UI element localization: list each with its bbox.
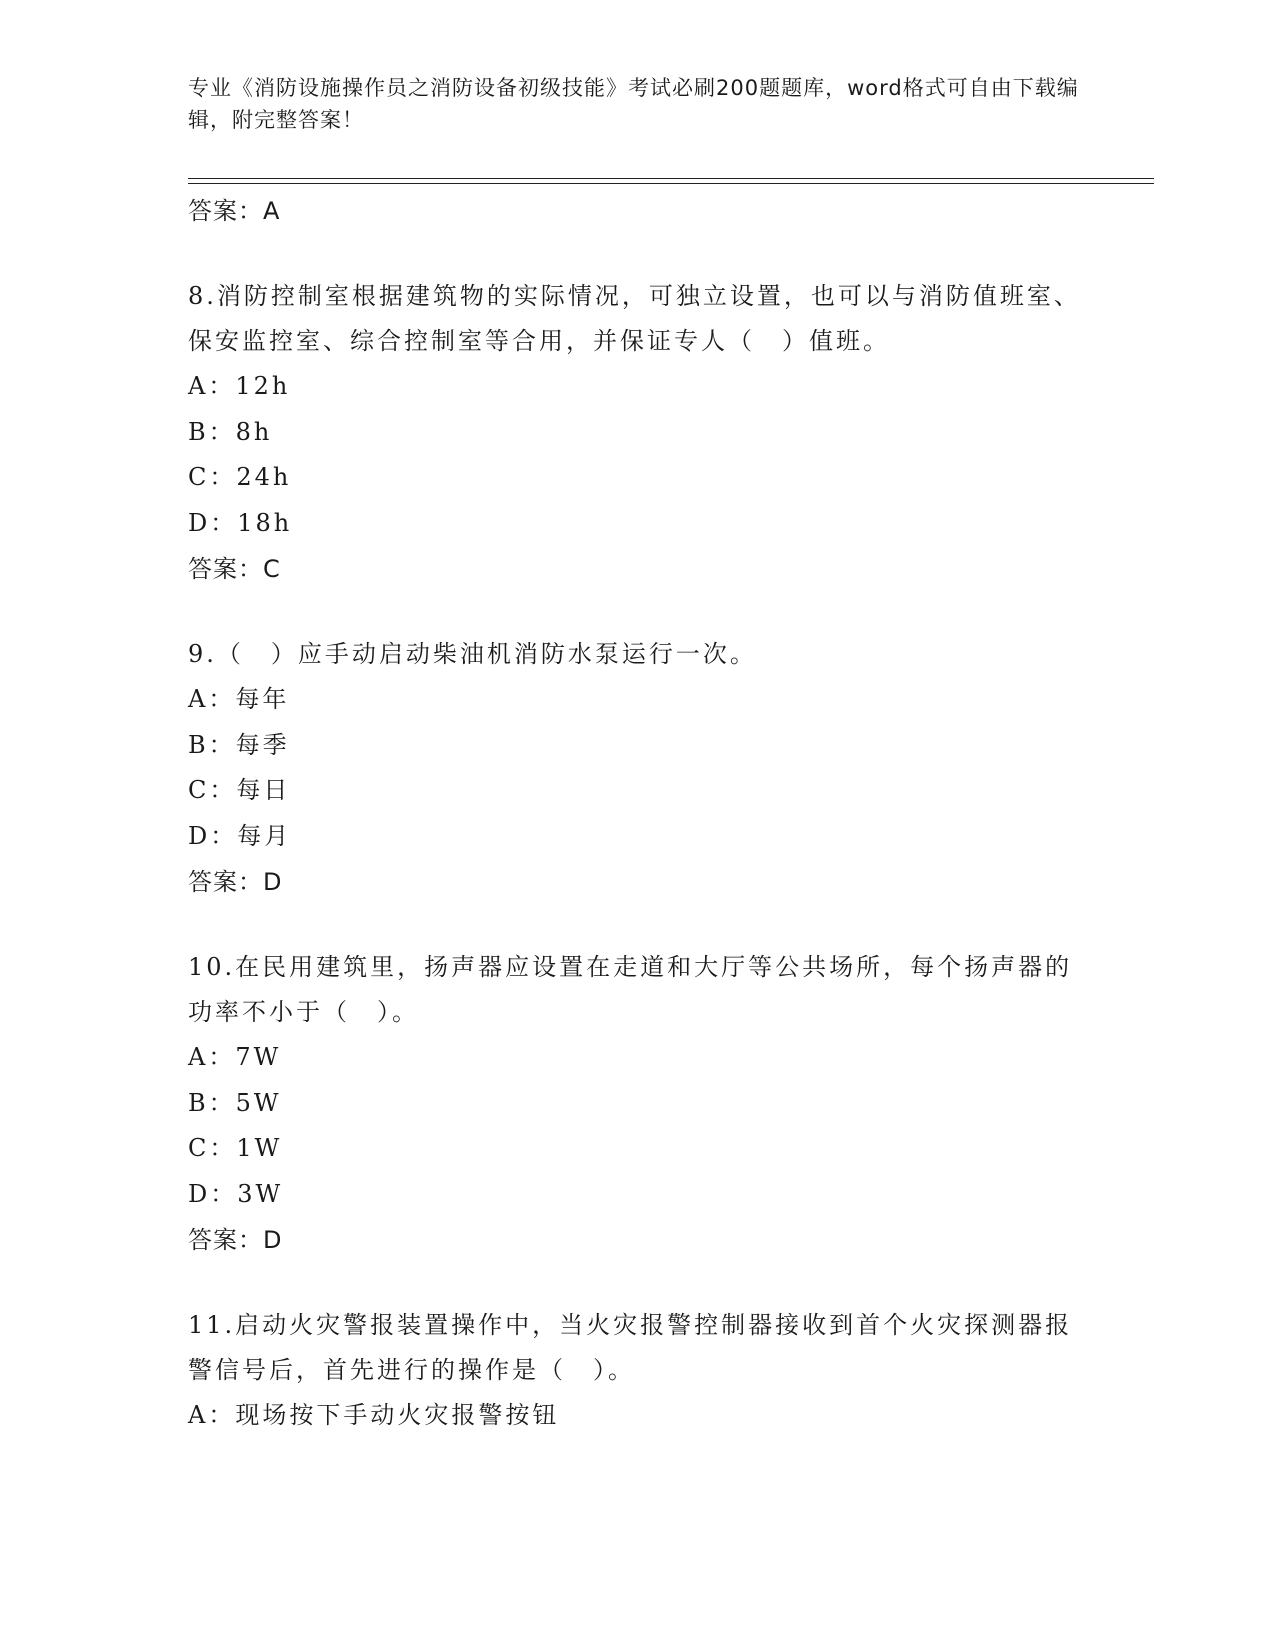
question-11 bbox=[188, 1303, 1088, 1439]
question-8 bbox=[188, 274, 1088, 592]
header-rule-bottom bbox=[188, 183, 1154, 184]
option-a: A：每年 bbox=[188, 685, 290, 713]
option-a: A：现场按下手动火灾报警按钮 bbox=[188, 1401, 560, 1429]
answer-line: 答案：D bbox=[188, 868, 283, 896]
question-9 bbox=[188, 632, 1088, 905]
option-d: D：3W bbox=[188, 1179, 284, 1208]
option-b: B：8h bbox=[188, 417, 273, 446]
option-d: D：每月 bbox=[188, 821, 292, 850]
option-c: C：24h bbox=[188, 463, 292, 491]
question-stem: 8.消防控制室根据建筑物的实际情况，可独立设置，也可以与消防值班室、保安监控室、综合控制室等合用，并保证专人（ ）值班。 bbox=[188, 282, 1081, 355]
option-a: A：7W bbox=[188, 1043, 282, 1071]
option-d: D：18h bbox=[188, 508, 293, 537]
question-stem: 9.（ ）应手动启动柴油机消防水泵运行一次。 bbox=[188, 640, 757, 668]
answer-line: 答案：D bbox=[188, 1226, 283, 1254]
question-stem: 11.启动火灾警报装置操作中，当火灾报警控制器接收到首个火灾探测器报警信号后，首先进行的操作是（ ）。 bbox=[188, 1311, 1073, 1384]
question-10 bbox=[188, 945, 1088, 1263]
page-header: 专业《消防设施操作员之消防设备初级技能》考试必刷200题题库，word格式可自由下载编辑，附完整答案！ bbox=[188, 76, 1079, 132]
document-body bbox=[188, 188, 1088, 1439]
question-stem: 10.在民用建筑里，扬声器应设置在走道和大厅等公共场所，每个扬声器的功率不小于（ ）。 bbox=[188, 953, 1073, 1026]
option-c: C：1W bbox=[188, 1134, 283, 1162]
answer-line: 答案：A bbox=[188, 197, 281, 225]
option-a: A：12h bbox=[188, 372, 291, 400]
option-c: C：每日 bbox=[188, 776, 291, 804]
option-b: B：5W bbox=[188, 1088, 282, 1117]
header-rule-top bbox=[188, 178, 1154, 179]
answer-line: 答案：C bbox=[188, 555, 281, 583]
option-b: B：每季 bbox=[188, 730, 290, 759]
